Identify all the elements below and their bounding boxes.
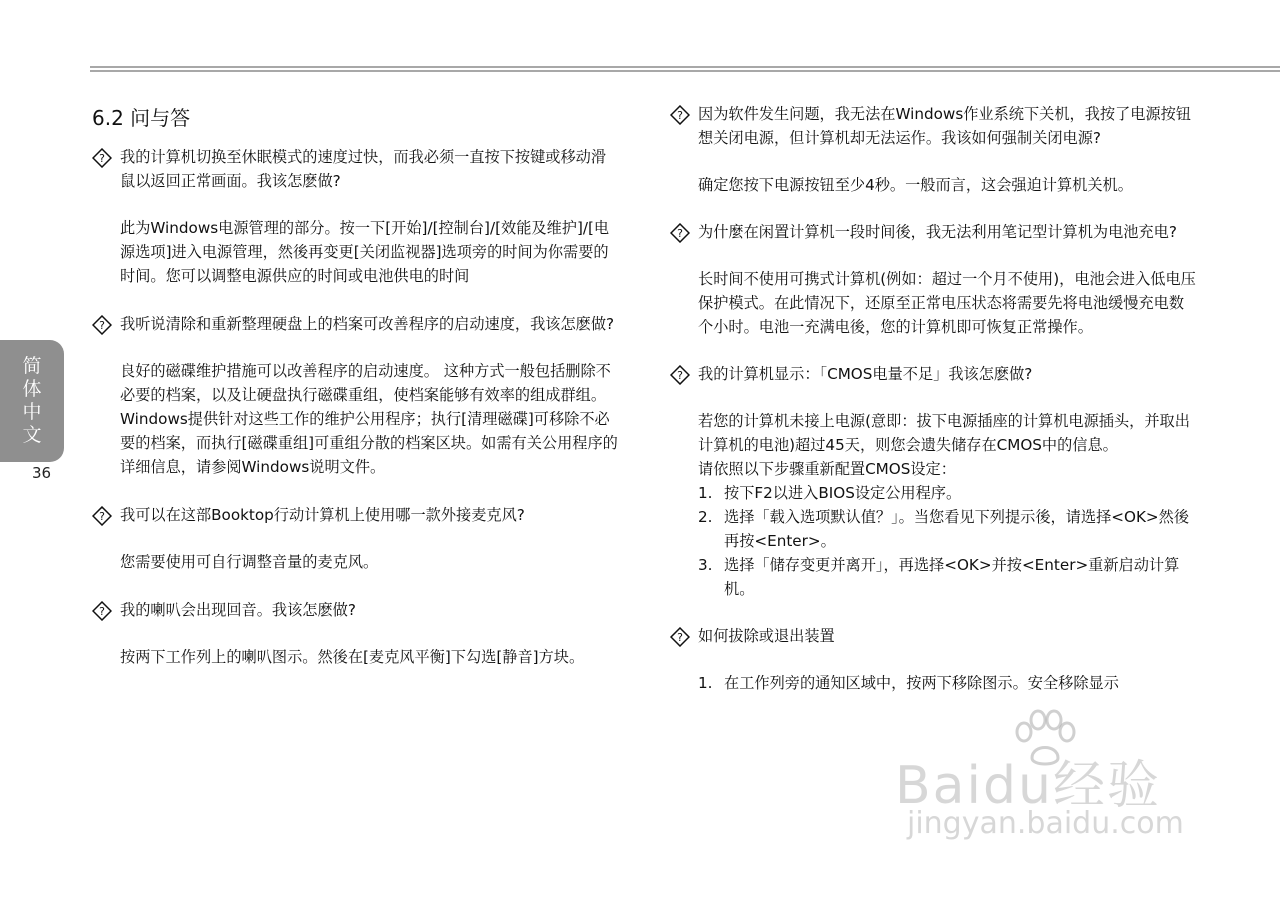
answer-text: 若您的计算机未接上电源(意即：拔下电源插座的计算机电源插头，并取出计算机的电池)超过45天，则您会遗失储存在CMOS中的信息。 bbox=[698, 412, 1190, 454]
qa-item bbox=[668, 624, 1198, 695]
svg-text:?: ? bbox=[677, 227, 683, 240]
right-column bbox=[668, 102, 1198, 695]
question-diamond-icon bbox=[670, 627, 690, 647]
question bbox=[90, 503, 620, 527]
question-diamond-icon bbox=[92, 601, 112, 621]
svg-text:?: ? bbox=[677, 369, 683, 382]
step-number: 3. bbox=[698, 556, 713, 574]
question-text: 因为软件发生问题，我无法在Windows作业系统下关机，我按了电源按钮想关闭电源，但计算机却无法运作。我该如何强制关闭电源? bbox=[698, 105, 1192, 147]
question bbox=[668, 220, 1198, 244]
svg-text:?: ? bbox=[677, 109, 683, 122]
question bbox=[668, 362, 1198, 386]
question bbox=[90, 145, 620, 193]
left-column bbox=[90, 100, 620, 669]
step-number: 1. bbox=[698, 484, 713, 502]
question-diamond-icon bbox=[92, 315, 112, 335]
step-item bbox=[698, 553, 1198, 601]
question-text: 我的喇叭会出现回音。我该怎麽做? bbox=[120, 601, 356, 619]
top-rule bbox=[90, 66, 1280, 68]
answer-text: 良好的磁碟维护措施可以改善程序的启动速度。 这种方式一般包括删除不必要的档案，以及让硬盘执行磁碟重组，使档案能够有效率的组成群组。Windows提供针对这些工作的维护公用程序；执行[清理磁碟]可移除不必要的档案，而执行[磁碟重组]可重组分散的档案区块。如需有关公用程序的详细信息，请参阅Windows说明文件。 bbox=[120, 362, 618, 476]
qa-item bbox=[668, 362, 1198, 601]
answer-text: 按两下工作列上的喇叭图示。然後在[麦克风平衡]下勾选[静音]方块。 bbox=[120, 648, 585, 666]
step-text: 选择「储存变更并离开」，再选择<OK>并按<Enter>重新启动计算机。 bbox=[724, 556, 1180, 598]
step-text: 在工作列旁的通知区域中，按两下移除图示。安全移除显示 bbox=[724, 674, 1119, 692]
watermark-brand: Baidu经验 bbox=[895, 756, 1161, 816]
step-item bbox=[698, 481, 1198, 505]
question-diamond-icon bbox=[92, 148, 112, 168]
step-item bbox=[698, 671, 1198, 695]
question-diamond-icon bbox=[670, 365, 690, 385]
question-text: 我的计算机切换至休眠模式的速度过快，而我必须一直按下按键或移动滑鼠以返回正常画面。我该怎麽做? bbox=[120, 148, 606, 190]
step-text: 按下F2以进入BIOS设定公用程序。 bbox=[724, 484, 962, 502]
question-diamond-icon bbox=[670, 223, 690, 243]
question-text: 为什麼在闲置计算机一段时间後，我无法利用笔记型计算机为电池充电? bbox=[698, 223, 1177, 241]
qa-item bbox=[668, 102, 1198, 197]
answer-text-instructions: 请依照以下步骤重新配置CMOS设定： bbox=[698, 460, 956, 478]
language-side-tab bbox=[0, 340, 64, 462]
svg-text:?: ? bbox=[677, 631, 683, 644]
question bbox=[90, 598, 620, 622]
question bbox=[668, 624, 1198, 648]
page-number: 36 bbox=[32, 464, 52, 482]
answer-text: 长时间不使用可携式计算机(例如：超过一个月不使用)，电池会进入低电压保护模式。在此情况下，还原至正常电压状态将需要先将电池缓慢充电数个小时。电池一充满电後，您的计算机即可恢复正常操作。 bbox=[698, 270, 1196, 336]
step-number: 1. bbox=[698, 674, 713, 692]
qa-item bbox=[90, 145, 620, 288]
side-tab-char: 简 bbox=[22, 355, 42, 377]
qa-item bbox=[90, 312, 620, 479]
steps-list bbox=[668, 671, 1198, 695]
question-text: 如何拔除或退出装置 bbox=[698, 627, 835, 645]
svg-text:?: ? bbox=[99, 319, 105, 332]
side-tab-char: 中 bbox=[22, 401, 42, 423]
qa-item bbox=[90, 598, 620, 669]
baidu-watermark bbox=[895, 708, 1215, 858]
question bbox=[90, 312, 620, 336]
step-item bbox=[698, 505, 1198, 553]
svg-text:?: ? bbox=[99, 152, 105, 165]
answer-text: 确定您按下电源按钮至少4秒。一般而言，这会强迫计算机关机。 bbox=[698, 176, 1133, 194]
question-text: 我听说清除和重新整理硬盘上的档案可改善程序的启动速度，我该怎麽做? bbox=[120, 315, 615, 333]
top-rule-secondary bbox=[90, 70, 1280, 72]
question-diamond-icon bbox=[92, 506, 112, 526]
side-tab-char: 体 bbox=[22, 378, 42, 400]
answer-text: 您需要使用可自行调整音量的麦克风。 bbox=[120, 553, 379, 571]
watermark-url: jingyan.baidu.com bbox=[907, 806, 1184, 841]
question-text: 我可以在这部Booktop行动计算机上使用哪一款外接麦克风? bbox=[120, 506, 525, 524]
step-number: 2. bbox=[698, 508, 713, 526]
question bbox=[668, 102, 1198, 150]
steps-list bbox=[668, 481, 1198, 601]
section-title: 6.2 问与答 bbox=[92, 106, 191, 130]
step-text: 选择「载入选项默认值？」。当您看见下列提示後，请选择<OK>然後再按<Enter>。 bbox=[724, 508, 1190, 550]
question-diamond-icon bbox=[670, 105, 690, 125]
question-text: 我的计算机显示：「CMOS电量不足」我该怎麽做? bbox=[698, 365, 1033, 383]
qa-item bbox=[668, 220, 1198, 339]
svg-text:?: ? bbox=[99, 510, 105, 523]
svg-text:?: ? bbox=[99, 605, 105, 618]
answer-text: 此为Windows电源管理的部分。按一下[开始]/[控制台]/[效能及维护]/[电源选项]进入电源管理，然後再变更[关闭监视器]选项旁的时间为你需要的时间。您可以调整电源供应的时间或电池供电的时间 bbox=[120, 219, 610, 285]
qa-item bbox=[90, 503, 620, 574]
side-tab-char: 文 bbox=[22, 424, 42, 446]
